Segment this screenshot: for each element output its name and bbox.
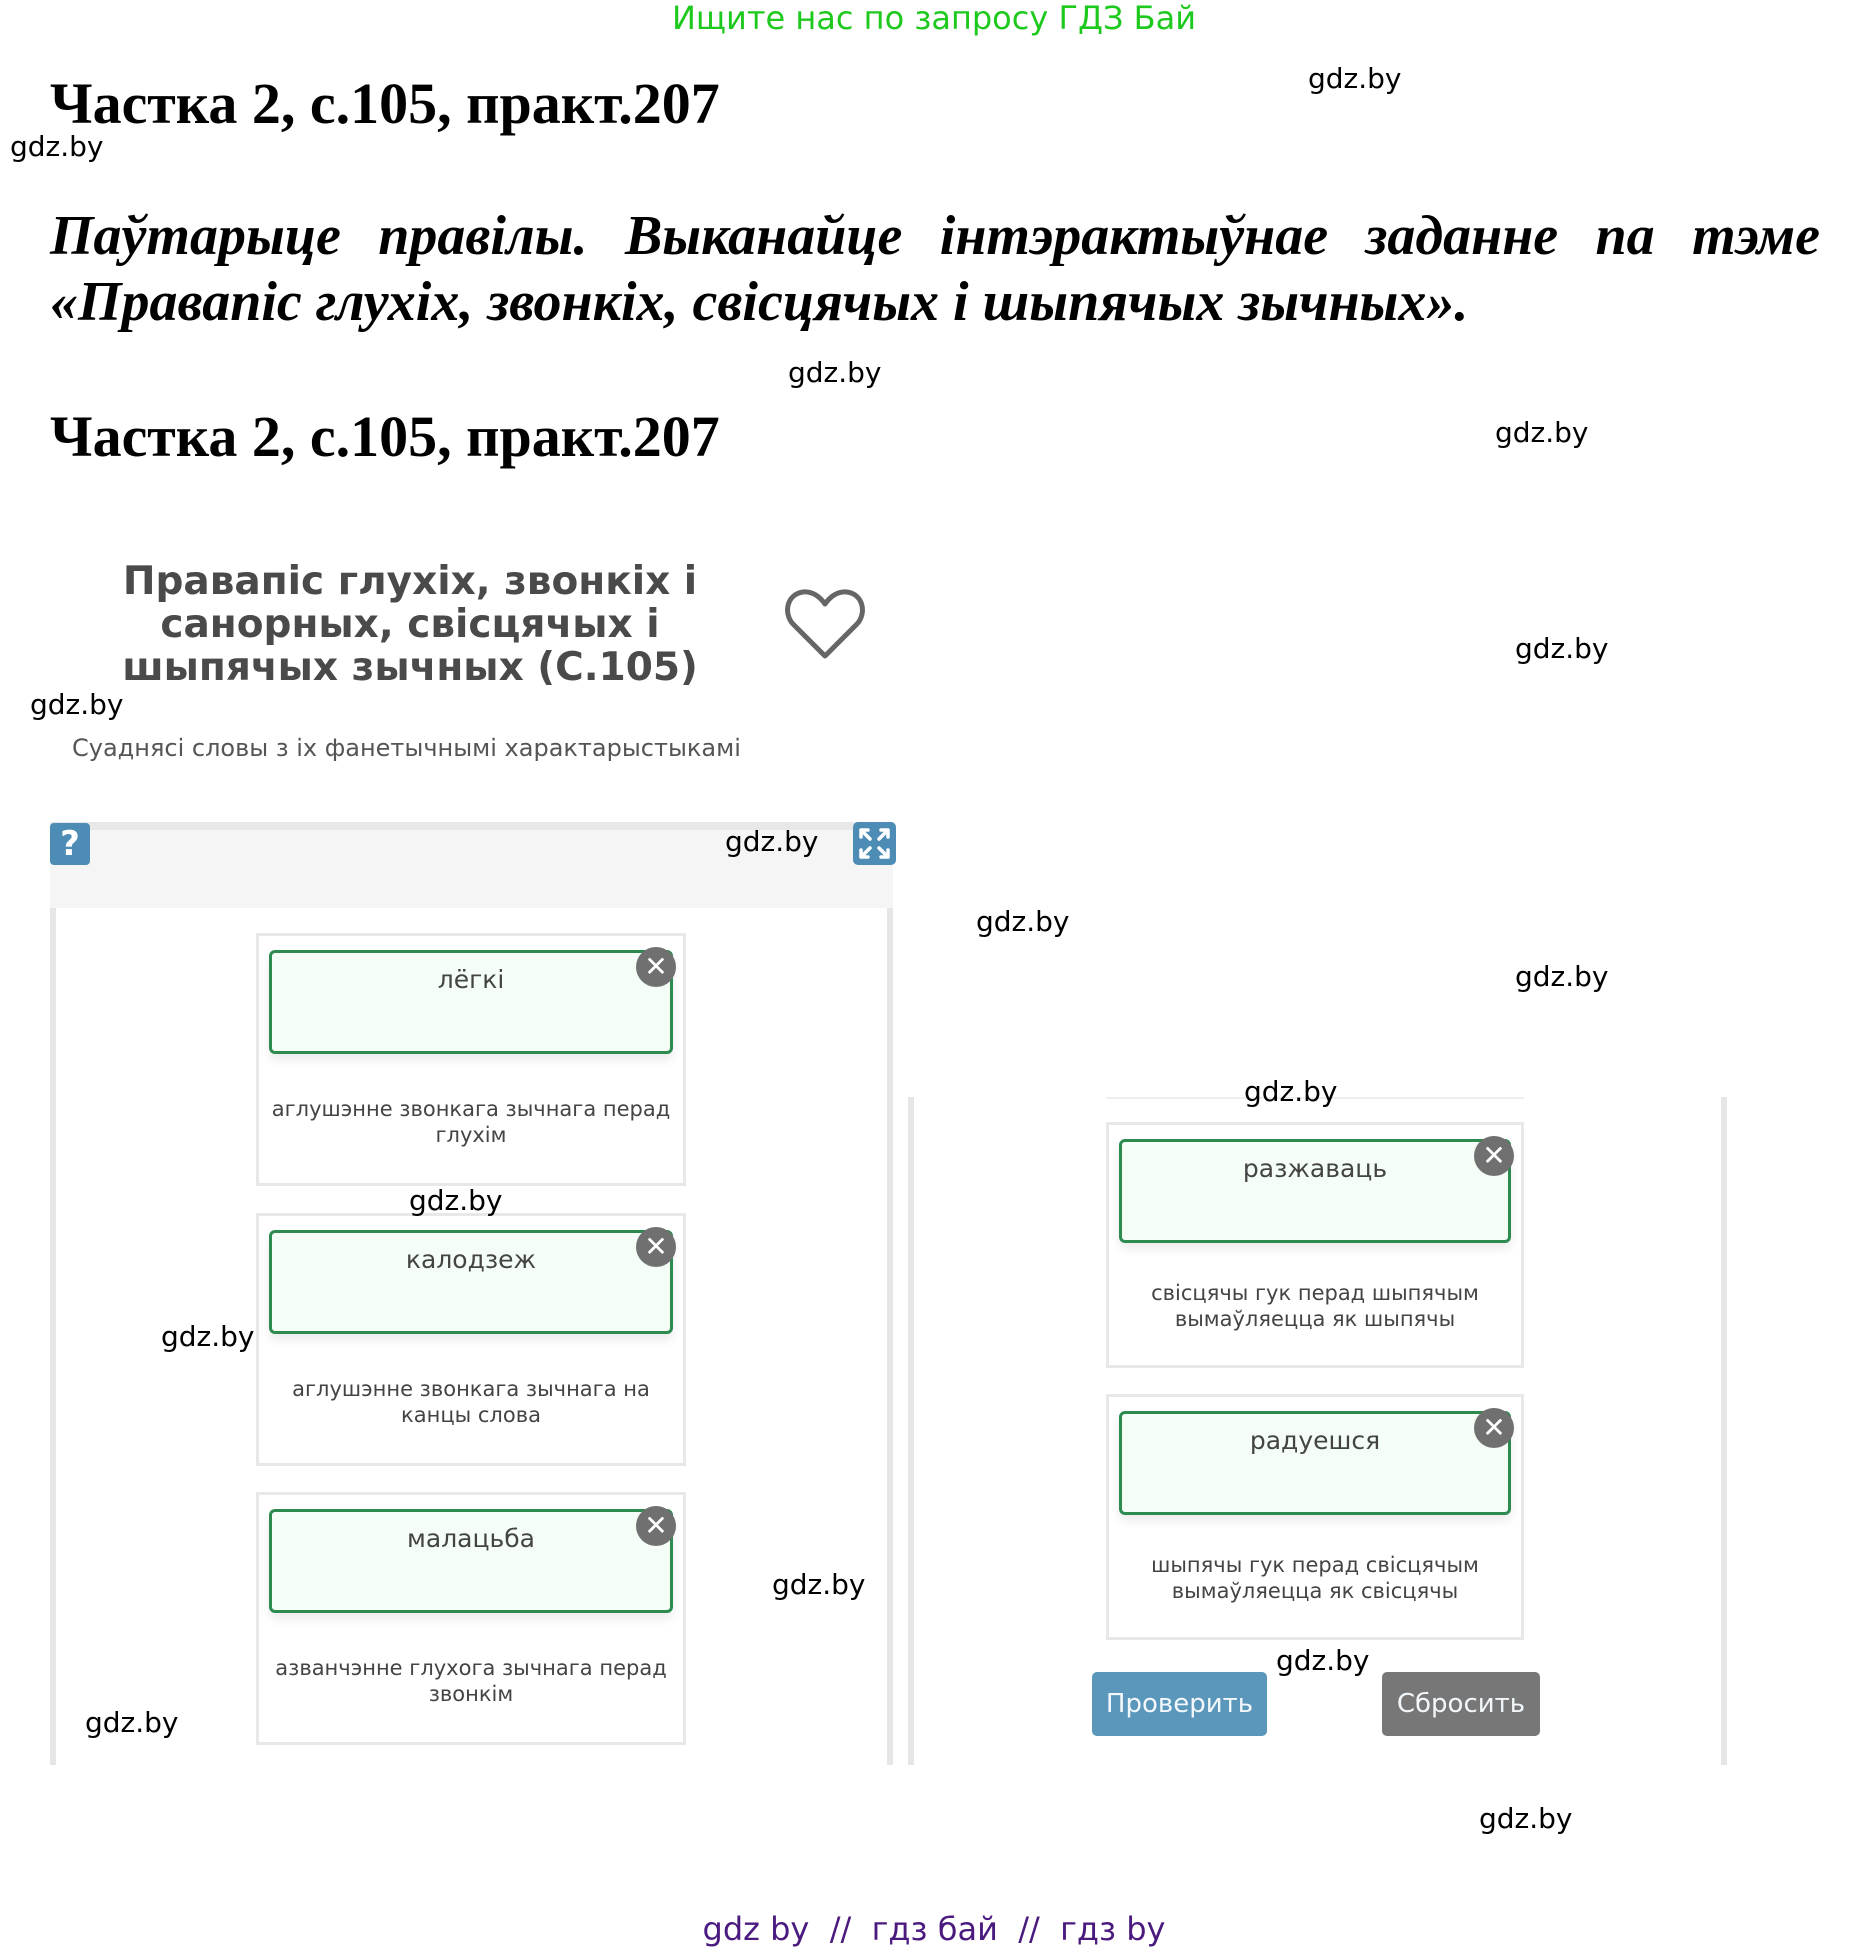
page-heading-repeat: Частка 2, с.105, практ.207: [50, 404, 720, 469]
drop-zone[interactable]: [1119, 1411, 1511, 1515]
match-card: [256, 1492, 686, 1745]
task-word: інтэрактыўнае: [939, 205, 1329, 267]
match-description: аглушэнне звонкага зычнага перад глухім: [271, 1097, 671, 1147]
remove-answer-button[interactable]: ✕: [636, 947, 676, 987]
exercise-panel-right-border: [1721, 1097, 1727, 1765]
task-word: Выканайце: [624, 205, 903, 267]
match-description: азванчэнне глухога зычнага перад звонкім: [275, 1656, 667, 1706]
footer-links: gdz by // гдз бай // гдз by: [702, 1910, 1166, 1948]
watermark: gdz.by: [409, 1184, 503, 1217]
match-card: [1106, 1122, 1524, 1368]
task-instructions: [50, 203, 1820, 335]
drop-zone[interactable]: [269, 1509, 673, 1613]
exercise-panel-right-border: [908, 1097, 914, 1765]
watermark: gdz.by: [788, 356, 882, 389]
fullscreen-button[interactable]: [853, 822, 896, 865]
answer-word[interactable]: лёгкі: [437, 965, 505, 994]
match-description: свісцячы гук перад шыпячым вымаўляецца як шыпячы: [1151, 1281, 1479, 1331]
task-line-1: [50, 203, 1820, 269]
remove-answer-button[interactable]: ✕: [636, 1506, 676, 1546]
watermark: gdz.by: [1495, 416, 1589, 449]
match-description: шыпячы гук перад свісцячым вымаўляецца як свісцячы: [1151, 1553, 1479, 1603]
expand-arrows-icon: [853, 822, 896, 865]
heart-icon[interactable]: [785, 588, 865, 660]
exercise-subtitle: Суаднясі словы з іх фанетычнымі характарыстыкамі: [72, 734, 741, 762]
reset-button[interactable]: Сбросить: [1382, 1672, 1540, 1736]
watermark: gdz.by: [976, 905, 1070, 938]
task-word: па: [1595, 205, 1655, 267]
drop-zone[interactable]: [269, 1230, 673, 1334]
watermark: gdz.by: [725, 825, 819, 858]
task-word: заданне: [1365, 205, 1559, 267]
answer-word[interactable]: радуешся: [1249, 1426, 1381, 1455]
watermark: gdz.by: [1479, 1802, 1573, 1835]
watermark: gdz.by: [1515, 632, 1609, 665]
answer-word[interactable]: разжаваць: [1242, 1154, 1388, 1183]
match-card: [1106, 1394, 1524, 1640]
watermark: gdz.by: [1308, 62, 1402, 95]
exercise-title: [120, 560, 700, 689]
task-line-2: «Правапіс глухіх, звонкіх, свісцячых і шыпячых зычных».: [50, 271, 1469, 333]
watermark: gdz.by: [1515, 960, 1609, 993]
answer-word[interactable]: малацьба: [407, 1524, 535, 1553]
remove-answer-button[interactable]: ✕: [636, 1227, 676, 1267]
watermark: gdz.by: [30, 688, 124, 721]
remove-answer-button[interactable]: ✕: [1474, 1408, 1514, 1448]
help-button[interactable]: ?: [50, 823, 90, 865]
task-word: Паўтарыце: [50, 205, 341, 267]
search-banner: Ищите нас по запросу ГДЗ Бай: [671, 0, 1197, 37]
watermark: gdz.by: [85, 1706, 179, 1739]
match-description: аглушэнне звонкага зычнага на канцы слова: [292, 1377, 650, 1427]
exercise-title-line: санорных, свісцячых і: [160, 602, 660, 647]
match-card: [256, 1213, 686, 1466]
check-button[interactable]: Проверить: [1092, 1672, 1267, 1736]
exercise-title-line: Правапіс глухіх, звонкіх і: [122, 559, 698, 604]
watermark: gdz.by: [1244, 1075, 1338, 1108]
drop-zone[interactable]: [269, 950, 673, 1054]
page-heading: Частка 2, с.105, практ.207: [50, 71, 720, 136]
task-word: тэме: [1692, 205, 1820, 267]
exercise-title-line: шыпячых зычных (С.105): [122, 645, 698, 690]
match-card: [256, 933, 686, 1186]
drop-zone[interactable]: [1119, 1139, 1511, 1243]
watermark: gdz.by: [161, 1320, 255, 1353]
task-word: правілы.: [378, 205, 588, 267]
remove-answer-button[interactable]: ✕: [1474, 1136, 1514, 1176]
answer-word[interactable]: калодзеж: [405, 1245, 537, 1274]
watermark: gdz.by: [10, 130, 104, 163]
watermark: gdz.by: [772, 1568, 866, 1601]
watermark: gdz.by: [1276, 1644, 1370, 1677]
